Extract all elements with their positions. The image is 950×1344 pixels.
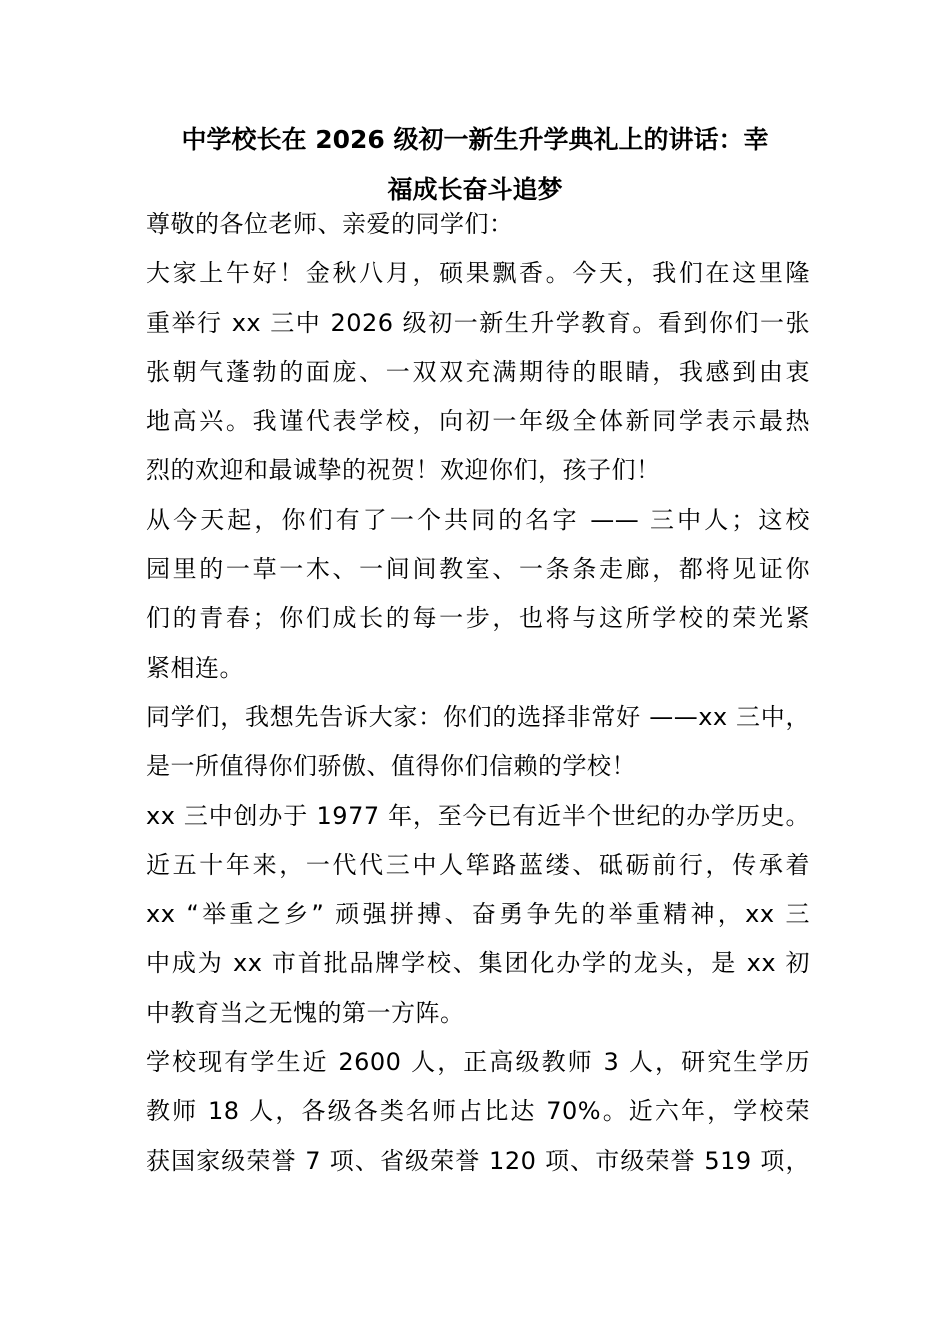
document-title-line-2: 福成长奋斗追梦 — [387, 175, 563, 204]
salutation: 尊敬的各位老师、亲爱的同学们： — [146, 210, 514, 238]
body-line: 同学们，我想先告诉大家：你们的选择非常好 ——xx 三中， — [146, 702, 810, 731]
body-line: xx “举重之乡” 顽强拼搏、奋勇争先的举重精神，xx 三 — [146, 900, 810, 929]
body-line: 是一所值得你们骄傲、值得你们信赖的学校！ — [146, 752, 636, 781]
body-line: 大家上午好！金秋八月，硕果飘香。今天，我们在这里隆 — [146, 259, 810, 288]
body-line: 中成为 xx 市首批品牌学校、集团化办学的龙头，是 xx 初 — [146, 949, 810, 978]
body-line: 重举行 xx 三中 2026 级初一新生升学教育。看到你们一张 — [146, 308, 810, 337]
body-line: 从今天起，你们有了一个共同的名字 —— 三中人；这校 — [146, 505, 810, 534]
body-line: 学校现有学生近 2600 人，正高级教师 3 人，研究生学历 — [146, 1048, 810, 1077]
body-line: xx 三中创办于 1977 年，至今已有近半个世纪的办学历史。 — [146, 801, 810, 830]
body-line: 园里的一草一木、一间间教室、一条条走廊，都将见证你 — [146, 555, 810, 584]
body-line: 地高兴。我谨代表学校，向初一年级全体新同学表示最热 — [146, 407, 810, 436]
body-line: 获国家级荣誉 7 项、省级荣誉 120 项、市级荣誉 519 项， — [146, 1146, 810, 1175]
body-line: 烈的欢迎和最诚挚的祝贺！欢迎你们，孩子们！ — [146, 456, 661, 485]
body-line: 紧相连。 — [146, 653, 244, 682]
body-line: 中教育当之无愧的第一方阵。 — [146, 998, 465, 1027]
body-line: 近五十年来，一代代三中人筚路蓝缕、砥砺前行，传承着 — [146, 850, 810, 879]
body-line: 张朝气蓬勃的面庞、一双双充满期待的眼睛，我感到由衷 — [146, 357, 810, 386]
body-line: 们的青春；你们成长的每一步，也将与这所学校的荣光紧 — [146, 604, 810, 633]
document-title-line-1: 中学校长在 2026 级初一新生升学典礼上的讲话：幸 — [181, 125, 769, 154]
document-body — [146, 200, 810, 1186]
body-line: 教师 18 人，各级各类名师占比达 70%。近六年，学校荣 — [146, 1097, 810, 1126]
